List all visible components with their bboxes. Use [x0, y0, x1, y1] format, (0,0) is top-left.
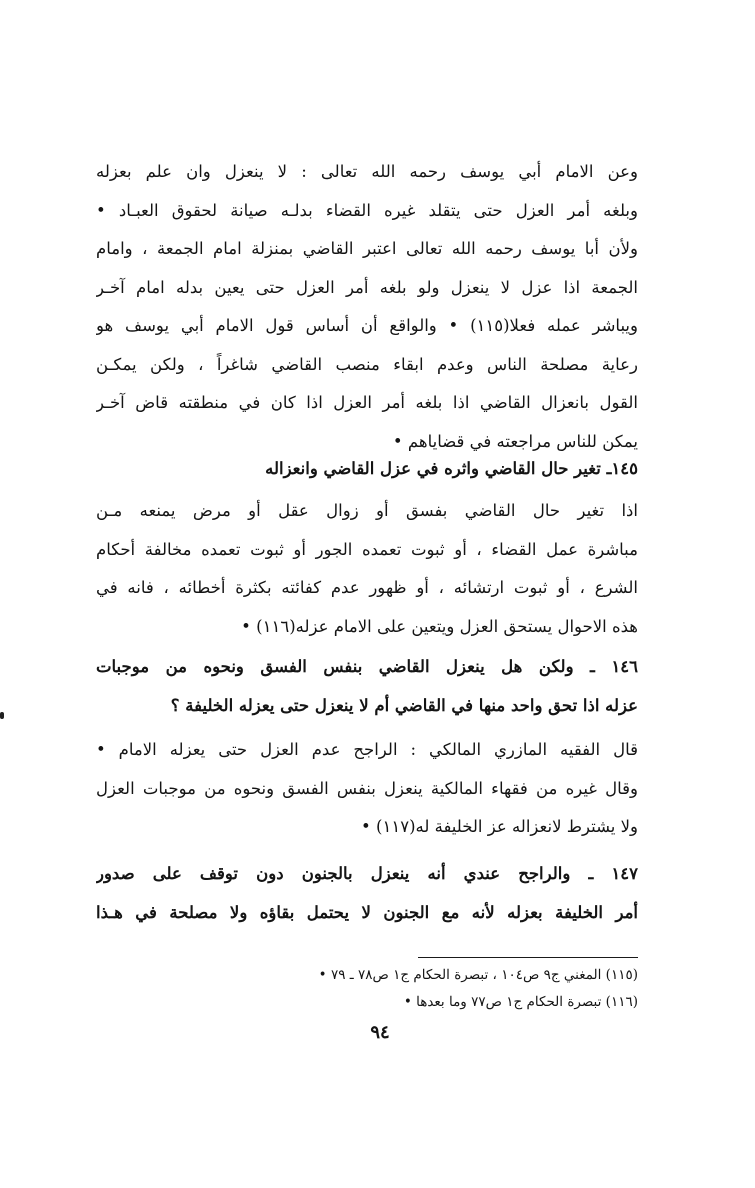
scan-artifact: [0, 712, 4, 719]
text-line: وقال غيره من فقهاء المالكية ينعزل بنفس الفسق ونحوه من موجبات العزل: [96, 778, 638, 798]
footnote-115: (١١٥) المغني ج٩ ص١٠٤ ، تبصرة الحكام ج١ ص٧٨ ـ ٧٩ •: [318, 967, 638, 983]
paragraph-mazari: [96, 731, 638, 847]
heading-text: ١٤٥ـ تغير حال القاضي واثره في عزل القاضي وانعزاله: [265, 459, 638, 478]
text-line: ولأن أبا يوسف رحمه الله تعالى اعتبر القاضي بمنزلة امام الجمعة ، وامام: [96, 239, 638, 258]
text-line: ولا يشترط لانعزاله عز الخليفة له(١١٧) •: [361, 817, 638, 836]
footnotes: [240, 962, 638, 1016]
paragraph-abu-yusuf: [96, 153, 638, 461]
paragraph-146: [96, 648, 638, 725]
footnote-separator: [418, 957, 638, 958]
text-line: الشرع ، أو ثبوت ارتشائه ، أو ظهور عدم كفائته بكثرة أخطائه ، فانه في: [96, 578, 638, 597]
text-line: القول بانعزال القاضي اذا بلغه أمر العزل اذا كان في منطقته قاض آخـر: [96, 393, 638, 412]
text-line: وبلغه أمر العزل حتى يتقلد غيره القضاء بدلـه صيانة لحقوق العبـاد •: [96, 200, 638, 220]
text-line: عزله اذا تحق واحد منها في القاضي أم لا ينعزل حتى يعزله الخليفة ؟: [170, 695, 638, 715]
text-line: ١٤٧ ـ والراجح عندي أنه ينعزل بالجنون دون توقف على صدور: [96, 864, 638, 883]
page-number: ٩٤: [370, 1022, 390, 1043]
text-line: ويباشر عمله فعلا(١١٥) • والواقع أن أساس قول الامام أبي يوسف هو: [96, 316, 638, 335]
text-line: قال الفقيه المازري المالكي : الراجح عدم العزل حتى يعزله الامام •: [96, 740, 638, 759]
paragraph-147: [96, 855, 638, 932]
paragraph-judge-condition: [96, 492, 638, 646]
text-line: يمكن للناس مراجعته في قضاياهم •: [392, 431, 638, 451]
text-line: أمر الخليفة بعزله لأنه مع الجنون لا يحتمل بقاؤه ولا مصلحة في هـذا: [96, 902, 638, 922]
text-line: الجمعة اذا عزل لا ينعزل ولو بلغه أمر العزل حتى يعين بدله امام آخـر: [96, 277, 638, 297]
text-line: مباشرة عمل القضاء ، أو ثبوت تعمده الجور أو ثبوت تعمده مخالفة أحكام: [96, 539, 638, 559]
text-line: وعن الامام أبي يوسف رحمه الله تعالى : لا ينعزل وان علم بعزله: [96, 162, 638, 181]
section-heading-145: [96, 450, 638, 489]
text-line: ١٤٦ ـ ولكن هل ينعزل القاضي بنفس الفسق ونحوه من موجبات: [96, 657, 638, 676]
footnote-116: (١١٦) تبصرة الحكام ج١ ص٧٧ وما بعدها •: [403, 994, 638, 1010]
text-line: هذه الاحوال يستحق العزل ويتعين على الامام عزله(١١٦) •: [241, 616, 638, 636]
text-line: اذا تغير حال القاضي بفسق أو زوال عقل أو مرض يمنعه مـن: [96, 501, 638, 520]
text-line: رعاية مصلحة الناس وعدم ابقاء منصب القاضي شاغراً ، ولكن يمكـن: [96, 354, 638, 374]
